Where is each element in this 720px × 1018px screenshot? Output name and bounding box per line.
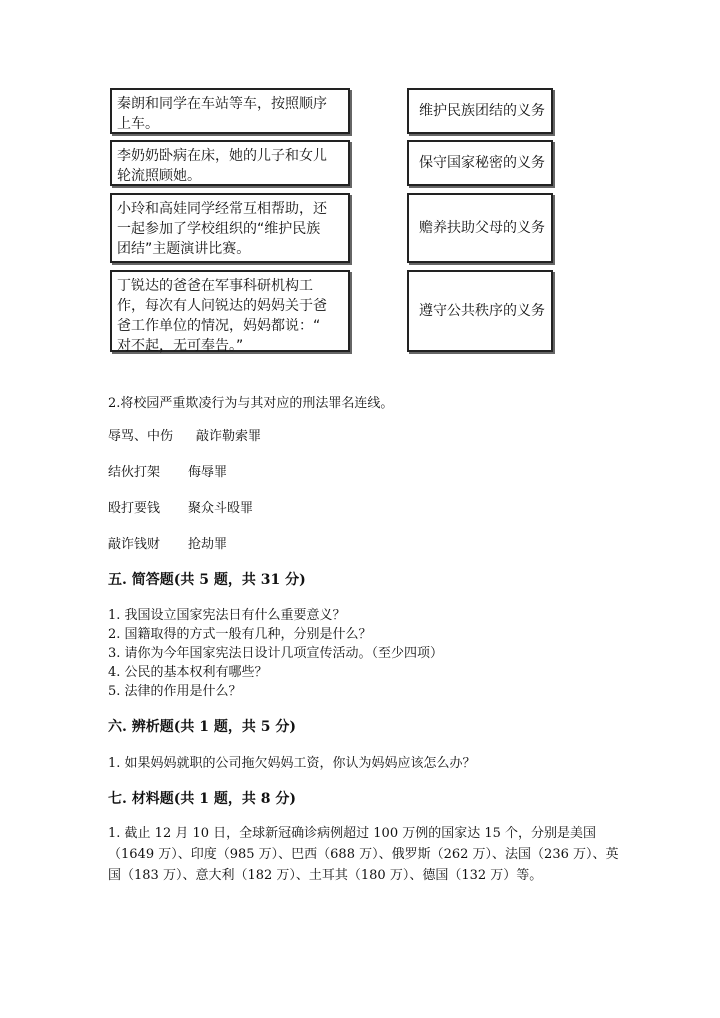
obligation-box-2 <box>407 140 553 186</box>
section5-question-5: 5. 法律的作用是什么？ <box>108 684 242 699</box>
q2-crime-3: 聚众斗殴罪 <box>188 501 254 516</box>
section6-question: 1. 如果妈妈就职的公司拖欠妈妈工资，你认为妈妈应该怎么办？ <box>108 756 476 771</box>
section7-heading: 七. 材料题(共 1 题，共 8 分) <box>108 791 296 807</box>
obligation-box-4 <box>407 270 553 352</box>
q2-behavior-4: 敲诈钱财 <box>108 537 161 552</box>
obligation-text-4: 遵守公共秩序的义务 <box>419 303 545 319</box>
obligation-text-1: 维护民族团结的义务 <box>419 103 545 119</box>
scenario-box-4 <box>110 270 350 352</box>
scenario-text-3: 小玲和高娃同学经常互相帮助，还 一起参加了学校组织的“维护民族 团结”主题演讲比赛。 <box>117 201 327 257</box>
obligation-box-3 <box>407 193 553 263</box>
q2-behavior-1: 辱骂、中伤 <box>108 429 174 444</box>
q2-behavior-2: 结伙打架 <box>108 465 161 480</box>
obligation-text-2: 保守国家秘密的义务 <box>419 155 545 171</box>
scenario-text-4: 丁锐达的爸爸在军事科研机构工 作，每次有人问锐达的妈妈关于爸 爸工作单位的情况，妈妈都说：“ 对不起，无可奉告。” <box>117 278 327 354</box>
scenario-text-2: 李奶奶卧病在床，她的儿子和女儿 轮流照顾她。 <box>117 148 327 184</box>
section6-heading: 六. 辨析题(共 1 题，共 5 分) <box>108 719 296 735</box>
section5-heading: 五. 简答题(共 5 题，共 31 分) <box>108 572 306 588</box>
q2-prompt: 2.将校园严重欺凌行为与其对应的刑法罪名连线。 <box>108 396 394 411</box>
scenario-box-3 <box>110 193 350 263</box>
scenario-text-1: 秦朗和同学在车站等车，按照顺序 上车。 <box>117 96 327 132</box>
section5-question-3: 3. 请你为今年国家宪法日设计几项宣传活动。（至少四项） <box>108 646 444 661</box>
section5-question-2: 2. 国籍取得的方式一般有几种，分别是什么？ <box>108 627 372 642</box>
scenario-box-2 <box>110 140 350 186</box>
obligation-text-3: 赡养扶助父母的义务 <box>419 220 545 236</box>
obligation-box-1 <box>407 88 553 134</box>
scenario-box-1 <box>110 88 350 134</box>
q2-crime-1: 敲诈勒索罪 <box>196 429 262 444</box>
section5-question-1: 1. 我国设立国家宪法日有什么重要意义？ <box>108 608 346 623</box>
q2-crime-2: 侮辱罪 <box>188 465 228 480</box>
q2-behavior-3: 殴打要钱 <box>108 501 161 516</box>
section7-material: 1. 截止 12 月 10 日，全球新冠确诊病例超过 100 万例的国家达 15 个，分别是美国（1649 万）、印度（985 万）、巴西（688 万）、俄罗斯（262 万）、法国（236 万）、英国（183 万）、意大利（182 万）、土耳其（180 万）、德国（132 万）等。 <box>108 826 619 883</box>
section5-question-4: 4. 公民的基本权利有哪些？ <box>108 665 268 680</box>
q2-crime-4: 抢劫罪 <box>188 537 228 552</box>
